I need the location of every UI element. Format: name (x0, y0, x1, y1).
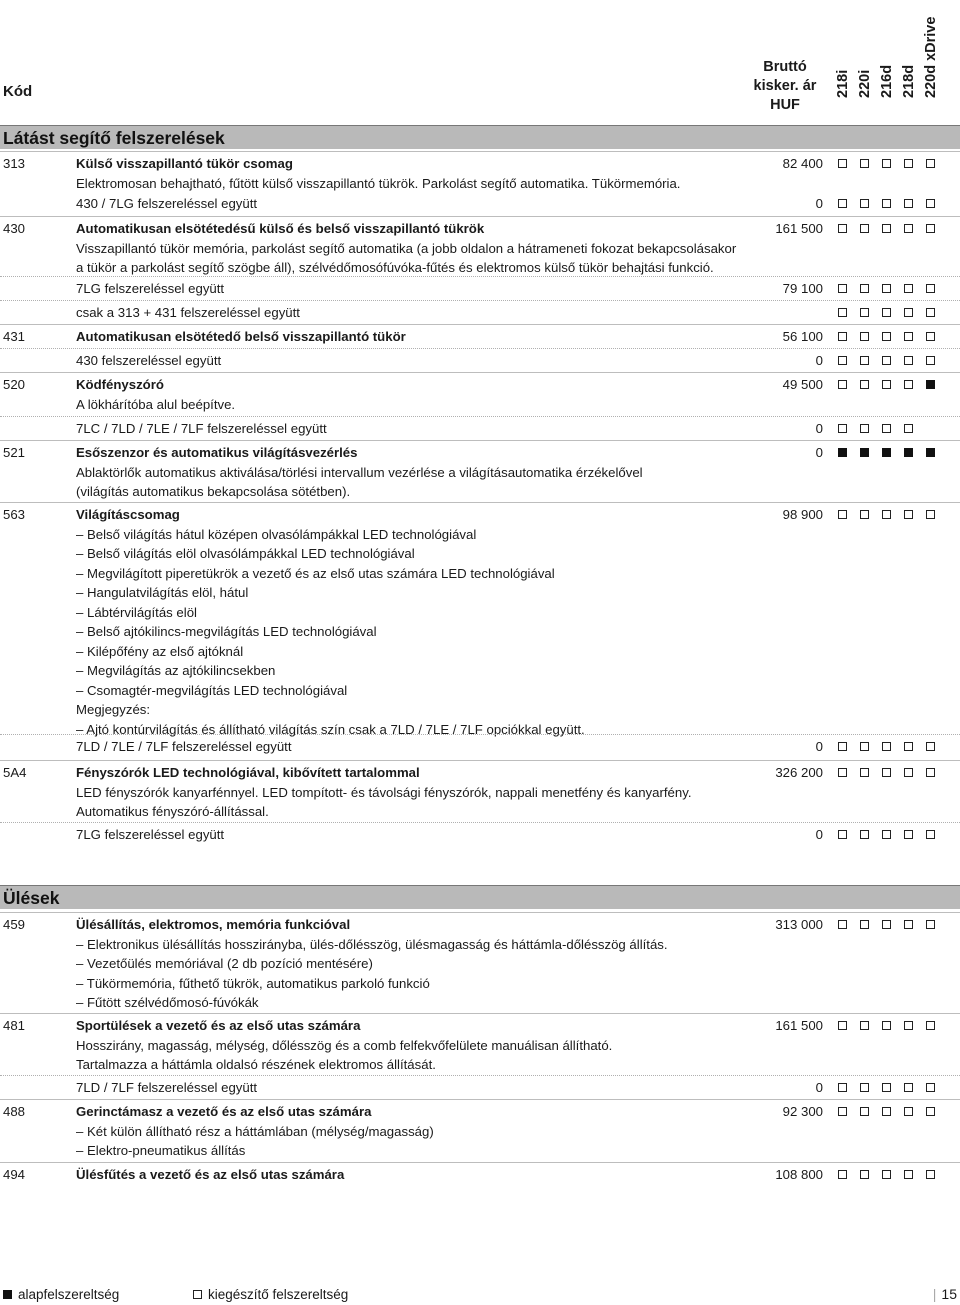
option-description (76, 1078, 766, 1098)
table-row (0, 192, 960, 216)
option-price: 82 400 (782, 156, 823, 171)
model-header-label: 218i (835, 69, 851, 98)
option-code: 5A4 (3, 765, 27, 780)
table-row (0, 348, 960, 372)
code-column-header: Kód (3, 83, 33, 100)
optional-square-icon (904, 1107, 913, 1116)
option-detail-line: – Lábtérvilágítás elöl (76, 604, 197, 620)
optional-square-icon (860, 742, 869, 751)
optional-square-icon (882, 1083, 891, 1092)
option-title: Külső visszapillantó tükör csomag (76, 156, 293, 171)
option-title: Sportülések a vezető és az első utas számára (76, 1018, 361, 1033)
optional-square-icon (882, 424, 891, 433)
option-detail-line: 430 / 7LG felszereléssel együtt (76, 196, 258, 211)
optional-square-icon (882, 768, 891, 777)
option-title: Automatikusan elsötétedésű külső és belső visszapillantó tükrök (76, 221, 485, 236)
optional-square-icon (904, 768, 913, 777)
option-detail-line: (világítás automatikus bekapcsolása sötétben). (76, 484, 351, 499)
optional-square-icon (838, 510, 847, 519)
optional-square-icon (882, 224, 891, 233)
option-description (76, 763, 766, 822)
optional-square-icon (860, 332, 869, 341)
optional-square-icon (860, 1107, 869, 1116)
optional-square-icon (860, 424, 869, 433)
optional-square-icon (838, 830, 847, 839)
table-row (0, 276, 960, 300)
table-row (0, 1099, 960, 1162)
optional-square-icon (838, 742, 847, 751)
optional-square-icon (882, 920, 891, 929)
standard-square-icon (3, 1290, 12, 1299)
option-description (76, 1102, 766, 1161)
option-code: 459 (3, 917, 26, 932)
option-detail-line: Visszapillantó tükör memória, parkolást segítő automatika (a jobb oldalon a hátrameneti fokozat bekapcsolásakor (76, 240, 737, 256)
option-detail-line: – Belső világítás elöl olvasólámpákkal LED technológiával (76, 546, 415, 561)
optional-square-icon (926, 920, 935, 929)
option-description (76, 375, 766, 414)
optional-square-icon (860, 380, 869, 389)
model-header-3 (900, 6, 918, 116)
price-header-line: Bruttó (763, 59, 807, 75)
section-title: Ülések (0, 885, 960, 909)
optional-square-icon (860, 830, 869, 839)
option-price: 98 900 (782, 507, 823, 522)
option-description (76, 279, 766, 299)
model-header-label: 216d (879, 64, 895, 98)
option-detail-line: csak a 313 + 431 felszereléssel együtt (76, 305, 300, 320)
option-detail-line: 7LG felszereléssel együtt (76, 281, 225, 296)
price-column-header (740, 58, 830, 115)
option-price: 56 100 (782, 329, 823, 344)
table-row (0, 1075, 960, 1099)
option-code: 520 (3, 377, 26, 392)
optional-square-icon (926, 159, 935, 168)
option-price: 0 (815, 445, 823, 460)
optional-square-icon (882, 1107, 891, 1116)
section-title: Látást segítő felszerelések (0, 125, 960, 149)
option-price: 0 (815, 353, 823, 368)
option-detail-line: – Ajtó kontúrvilágítás és állítható világítás szín csak a 7LD / 7LE / 7LF opciókkal együtt. (76, 721, 585, 737)
optional-square-icon (838, 308, 847, 317)
optional-square-icon (860, 159, 869, 168)
option-description (76, 505, 766, 739)
option-price: 161 500 (775, 1018, 823, 1033)
option-description (76, 915, 766, 1013)
optional-square-icon (904, 159, 913, 168)
optional-square-icon (838, 768, 847, 777)
optional-square-icon (860, 356, 869, 365)
legend-standard-label: alapfelszereltség (18, 1287, 120, 1302)
table-row (0, 151, 960, 192)
optional-square-icon (926, 356, 935, 365)
option-detail-line: – Megvilágítás az ajtókilincsekben (76, 663, 276, 678)
optional-square-icon (838, 224, 847, 233)
section-rows (0, 151, 960, 846)
table-header (0, 0, 960, 124)
option-detail-line: Hosszirány, magasság, mélység, dőlésszög és a comb felfekvőfelülete manuálisan állítható. (76, 1037, 613, 1053)
optional-square-icon (860, 1170, 869, 1179)
option-price: 0 (815, 421, 823, 436)
table-row (0, 216, 960, 276)
option-title: Ülésállítás, elektromos, memória funkcióval (76, 917, 351, 932)
page-number-value: 15 (941, 1286, 957, 1302)
optional-square-icon (882, 510, 891, 519)
standard-square-icon (882, 448, 891, 457)
optional-square-icon (926, 332, 935, 341)
option-detail-line: – Hangulatvilágítás elöl, hátul (76, 585, 249, 600)
optional-square-icon (838, 1083, 847, 1092)
option-detail-line: – Belső világítás hátul középen olvasólámpákkal LED technológiával (76, 526, 477, 542)
option-title: Ködfényszóró (76, 377, 164, 392)
optional-square-icon (838, 356, 847, 365)
optional-square-icon (904, 920, 913, 929)
optional-square-icon (860, 768, 869, 777)
option-description (76, 194, 766, 214)
page-number: | 15 (932, 1286, 957, 1302)
standard-square-icon (860, 448, 869, 457)
optional-square-icon (860, 308, 869, 317)
option-code: 431 (3, 329, 26, 344)
optional-square-icon (904, 308, 913, 317)
optional-square-icon (926, 284, 935, 293)
optional-square-icon (860, 224, 869, 233)
optional-square-icon (926, 1170, 935, 1179)
optional-square-icon (926, 308, 935, 317)
optional-square-icon (904, 224, 913, 233)
option-description (76, 327, 766, 347)
optional-square-icon (882, 380, 891, 389)
option-description (76, 419, 766, 439)
optional-square-icon (882, 830, 891, 839)
option-detail-line: 7LD / 7LF felszereléssel együtt (76, 1080, 258, 1095)
option-detail-line: Tartalmazza a háttámla oldalsó részének elektromos állítását. (76, 1057, 436, 1072)
option-description (76, 443, 766, 502)
legend-optional-label: kiegészítő felszereltség (208, 1287, 349, 1302)
option-price: 49 500 (782, 377, 823, 392)
optional-square-icon (838, 1170, 847, 1179)
table-row (0, 760, 960, 822)
option-detail-line: Ablaktörlők automatikus aktiválása/törlési intervallum vezérlése a világításautomatika érzékelővel (76, 464, 643, 480)
optional-square-icon (882, 284, 891, 293)
option-price: 326 200 (775, 765, 823, 780)
option-detail-line: LED fényszórók kanyarfénnyel. LED tompított- és távolsági fényszórók, nappali menetfény és kanyarfény. (76, 784, 692, 800)
table-row (0, 416, 960, 440)
option-title: Világításcsomag (76, 507, 180, 522)
option-detail-line: A lökhárítóba alul beépítve. (76, 396, 236, 412)
optional-square-icon (860, 199, 869, 208)
optional-square-icon (926, 224, 935, 233)
option-price: 0 (815, 827, 823, 842)
optional-square-icon (904, 742, 913, 751)
option-detail-line: Automatikus fényszóró-állítással. (76, 804, 269, 819)
option-detail-line: 430 felszereléssel együtt (76, 353, 222, 368)
option-detail-line: – Megvilágított piperetükrök a vezető és az első utas számára LED technológiával (76, 565, 555, 581)
option-price: 0 (815, 1080, 823, 1095)
option-description (76, 351, 766, 371)
option-description (76, 154, 766, 193)
option-title: Fényszórók LED technológiával, kibővített tartalommal (76, 765, 420, 780)
option-detail-line: – Belső ajtókilincs-megvilágítás LED technológiával (76, 624, 377, 639)
option-description (76, 303, 766, 323)
option-description (76, 825, 766, 845)
optional-square-icon (838, 284, 847, 293)
table-row (0, 502, 960, 737)
option-price: 108 800 (775, 1167, 823, 1182)
optional-square-icon (882, 159, 891, 168)
option-detail-line: – Kilépőfény az első ajtóknál (76, 643, 244, 659)
optional-square-icon (860, 920, 869, 929)
table-row (0, 822, 960, 846)
table-row (0, 1013, 960, 1075)
model-header-2 (878, 6, 896, 116)
optional-square-icon (882, 199, 891, 208)
optional-square-icon (882, 1170, 891, 1179)
model-header-4 (922, 6, 940, 116)
option-detail-line: 7LD / 7LE / 7LF felszereléssel együtt (76, 739, 292, 754)
option-price: 161 500 (775, 221, 823, 236)
optional-square-icon (904, 510, 913, 519)
option-title: Gerinctámasz a vezető és az első utas számára (76, 1104, 372, 1119)
option-detail-line: 7LC / 7LD / 7LE / 7LF felszereléssel együtt (76, 421, 327, 436)
option-price: 0 (815, 196, 823, 211)
option-detail-line: a tükör a parkolást segítő szögbe áll), szélvédőmosófúvóka-fűtés és elektromos külső tükör behajtási funkció. (76, 260, 714, 275)
optional-square-icon (838, 159, 847, 168)
optional-square-icon (882, 1021, 891, 1030)
optional-square-icon (926, 1107, 935, 1116)
optional-square-icon (838, 332, 847, 341)
option-title: Automatikusan elsötétedő belső visszapillantó tükör (76, 329, 406, 344)
optional-square-icon (860, 1083, 869, 1092)
optional-square-icon (838, 199, 847, 208)
option-detail-line: – Csomagtér-megvilágítás LED technológiával (76, 682, 348, 698)
optional-square-icon (904, 356, 913, 365)
optional-square-icon (882, 308, 891, 317)
optional-square-icon (838, 380, 847, 389)
optional-square-icon (838, 1021, 847, 1030)
option-price: 313 000 (775, 917, 823, 932)
option-detail-line: – Elektronikus ülésállítás hosszirányba, ülés-dőlésszög, ülésmagasság és háttámla-dőlésszög állítás. (76, 936, 668, 952)
optional-square-icon (904, 332, 913, 341)
optional-square-icon (904, 284, 913, 293)
option-detail-line: Elektromosan behajtható, fűtött külső visszapillantó tükrök. Parkolást segítő automatika. Tükörmemória. (76, 175, 681, 191)
optional-square-icon (926, 1083, 935, 1092)
price-header-line: kisker. ár (753, 78, 817, 94)
optional-square-icon (904, 424, 913, 433)
option-detail-line: – Elektro-pneumatikus állítás (76, 1143, 246, 1158)
model-header-label: 220i (857, 69, 873, 98)
optional-square-icon (926, 830, 935, 839)
optional-square-icon (904, 1170, 913, 1179)
optional-square-icon (860, 1021, 869, 1030)
option-description (76, 1016, 766, 1075)
option-detail-line: – Vezetőülés memóriával (2 db pozíció mentésére) (76, 956, 373, 971)
standard-square-icon (904, 448, 913, 457)
optional-square-icon (926, 510, 935, 519)
option-code: 481 (3, 1018, 26, 1033)
standard-square-icon (838, 448, 847, 457)
option-price: 0 (815, 739, 823, 754)
optional-square-icon (904, 199, 913, 208)
optional-square-icon (838, 1107, 847, 1116)
model-header-label: 220d xDrive (923, 16, 939, 98)
optional-square-icon (860, 510, 869, 519)
option-price: 92 300 (782, 1104, 823, 1119)
optional-square-icon (904, 1083, 913, 1092)
model-header-1 (856, 6, 874, 116)
option-description (76, 737, 766, 757)
optional-square-icon (926, 742, 935, 751)
table-row (0, 440, 960, 502)
section-rows (0, 912, 960, 1186)
option-title: Esőszenzor és automatikus világításvezérlés (76, 445, 358, 460)
option-code: 494 (3, 1167, 26, 1182)
model-header-label: 218d (901, 64, 917, 98)
optional-square-icon (882, 332, 891, 341)
optional-square-icon (838, 424, 847, 433)
optional-square-icon (904, 1021, 913, 1030)
optional-square-icon (926, 768, 935, 777)
optional-square-icon (926, 199, 935, 208)
option-code: 521 (3, 445, 26, 460)
price-header-line: HUF (770, 97, 800, 113)
optional-square-icon (904, 830, 913, 839)
table-row (0, 324, 960, 348)
table-row (0, 912, 960, 1013)
optional-square-icon (193, 1290, 202, 1299)
optional-square-icon (882, 742, 891, 751)
standard-square-icon (926, 448, 935, 457)
option-code: 313 (3, 156, 26, 171)
optional-square-icon (860, 284, 869, 293)
option-detail-line: – Tükörmemória, fűthető tükrök, automatikus parkoló funkció (76, 975, 430, 991)
option-description (76, 219, 766, 278)
option-code: 563 (3, 507, 26, 522)
table-row (0, 372, 960, 416)
table-row (0, 1162, 960, 1186)
footer (0, 1285, 960, 1303)
optional-square-icon (904, 380, 913, 389)
option-detail-line: – Fűtött szélvédőmosó-fúvókák (76, 995, 259, 1010)
option-code: 488 (3, 1104, 26, 1119)
option-description (76, 1165, 766, 1185)
table-row (0, 300, 960, 324)
option-detail-line: 7LG felszereléssel együtt (76, 827, 225, 842)
optional-square-icon (882, 356, 891, 365)
model-header-0 (834, 6, 852, 116)
optional-square-icon (838, 920, 847, 929)
option-title: Ülésfűtés a vezető és az első utas számára (76, 1167, 345, 1182)
option-code: 430 (3, 221, 26, 236)
option-detail-line: – Két külön állítható rész a háttámlában (mélység/magasság) (76, 1123, 434, 1139)
option-detail-line: Megjegyzés: (76, 702, 151, 717)
standard-square-icon (926, 380, 935, 389)
table-row (0, 734, 960, 760)
option-price: 79 100 (782, 281, 823, 296)
optional-square-icon (926, 1021, 935, 1030)
